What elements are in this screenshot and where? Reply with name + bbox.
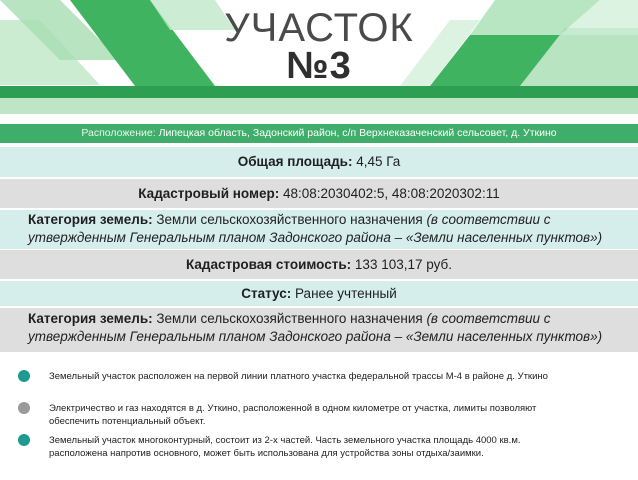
land-category-label-2: Категория земель: (28, 311, 153, 326)
cadastral-value-row (0, 250, 638, 279)
status-row (0, 281, 638, 306)
feature-text: Электричество и газ находятся в д. Уткино, расположенной в одном километре от участка, лимиты позволяют (49, 403, 537, 414)
location-value: Липецкая область, Задонский район, с/п Верхнеказаченский сельсовет, д. Уткино (158, 127, 557, 139)
land-category-row-2 (0, 308, 638, 352)
land-category-row (0, 210, 638, 249)
area-value: 4,45 Га (356, 154, 401, 169)
land-category-note-2-1: (в соответствии с (426, 311, 551, 326)
land-category-value-2: Земли сельскохозяйственного назначения (156, 311, 423, 326)
land-category-note-1: (в соответствии с (426, 212, 551, 227)
feature-text: Земельный участок многоконтурный, состоит из 2-х частей. Часть земельного участка площадь 4000 кв.м. (49, 435, 521, 446)
land-category-note-2-2: утвержденным Генеральным планом Задонского района – «Земли населенных пунктов») (28, 329, 603, 344)
cadastral-value-label: Кадастровая стоимость: (186, 257, 352, 272)
area-label: Общая площадь: (237, 154, 353, 169)
status-value: Ранее учтенный (295, 286, 397, 301)
header-banner (0, 0, 638, 122)
title-line-2: №3 (286, 45, 352, 87)
location-bar (0, 124, 638, 143)
land-category-note-2: утвержденным Генеральным планом Задонского района – «Земли населенных пунктов») (28, 230, 603, 245)
cadastral-number-label: Кадастровый номер: (138, 186, 280, 201)
location-label: Расположение: (81, 127, 156, 139)
feature-text-2: расположена напротив основного, может быть использована для устройства зоны отдыха/заимки. (49, 448, 484, 459)
land-category-value: Земли сельскохозяйственного назначения (156, 212, 423, 227)
cadastral-number-value: 48:08:2030402:5, 48:08:2020302:11 (283, 186, 500, 201)
bullet-dot-icon (18, 402, 30, 414)
bullet-dot-icon (18, 370, 30, 382)
land-category-label: Категория земель: (28, 212, 153, 227)
cadastral-number-row (0, 179, 638, 208)
bullet-dot-icon (18, 434, 30, 446)
area-row (0, 147, 638, 177)
cadastral-value-value: 133 103,17 руб. (354, 257, 452, 272)
feature-text-2: обеспечить потенциальный объект. (49, 416, 206, 427)
feature-text: Земельный участок расположен на первой линии платного участка федеральной трассы М-4 в районе д. Уткино (49, 371, 548, 382)
title-line-1: УЧАСТОК (224, 6, 414, 50)
status-label: Статус: (241, 286, 292, 301)
